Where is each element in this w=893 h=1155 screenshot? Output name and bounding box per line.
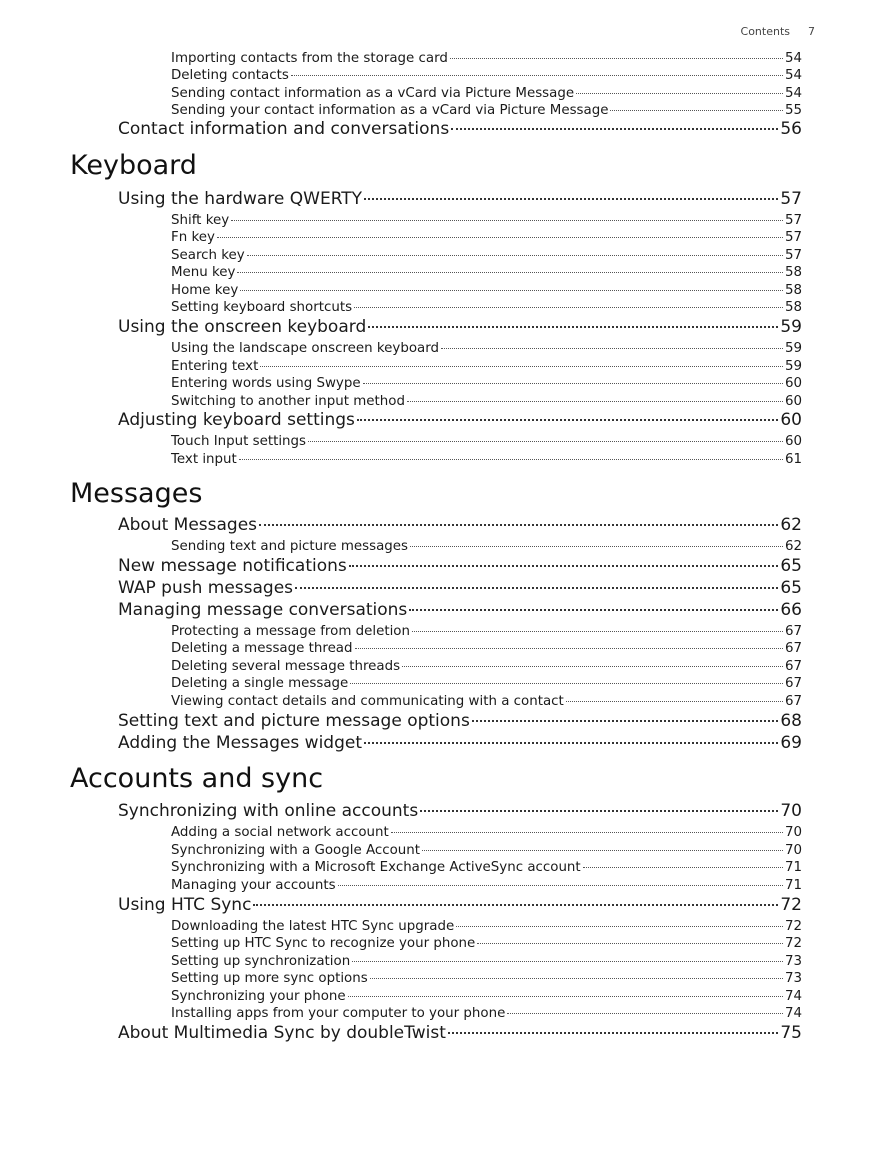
toc-page-number: 70 bbox=[784, 843, 802, 858]
toc-entry-title: New message notifications bbox=[118, 556, 347, 576]
toc-entry-title: Using HTC Sync bbox=[118, 895, 252, 915]
dot-leader bbox=[410, 546, 783, 547]
toc-entry-title: Touch Input settings bbox=[171, 434, 307, 449]
toc-subsection-entry[interactable] bbox=[171, 641, 802, 656]
toc-entry-title: Sending your contact information as a vCard via Picture Message bbox=[171, 103, 609, 118]
toc-page-number: 60 bbox=[780, 410, 802, 430]
toc-entry-title: Using the hardware QWERTY bbox=[118, 189, 363, 209]
toc-subsection-entry[interactable] bbox=[171, 659, 802, 674]
toc-entry-title: Deleting a message thread bbox=[171, 641, 353, 656]
toc-page-number: 54 bbox=[784, 51, 802, 66]
toc-entry-title: Protecting a message from deletion bbox=[171, 624, 410, 639]
toc-subsection-entry[interactable] bbox=[171, 283, 802, 298]
toc-entry-title: Viewing contact details and communicating with a contact bbox=[171, 694, 564, 709]
dot-leader bbox=[420, 810, 778, 812]
toc-page-number: 58 bbox=[784, 283, 802, 298]
toc-section-entry[interactable] bbox=[118, 578, 802, 598]
toc-entry-title: Search key bbox=[171, 248, 245, 263]
toc-section-entry[interactable] bbox=[118, 711, 802, 731]
toc-subsection-entry[interactable] bbox=[171, 103, 802, 118]
toc-subsection-entry[interactable] bbox=[171, 341, 802, 356]
toc-page-number: 54 bbox=[784, 86, 802, 101]
toc-entry-title: Deleting several message threads bbox=[171, 659, 401, 674]
toc-subsection-entry[interactable] bbox=[171, 919, 802, 934]
toc-entry-title: Setting up synchronization bbox=[171, 954, 351, 969]
toc-entry-title: Entering text bbox=[171, 359, 259, 374]
toc-entry-title: Synchronizing your phone bbox=[171, 989, 346, 1004]
toc-page-number: 60 bbox=[784, 376, 802, 391]
dot-leader bbox=[291, 75, 783, 76]
toc-page-number: 67 bbox=[784, 624, 802, 639]
toc-subsection-entry[interactable] bbox=[171, 434, 802, 449]
toc-page-number: 66 bbox=[780, 600, 802, 620]
toc-subsection-entry[interactable] bbox=[171, 1006, 802, 1021]
toc-page-number: 60 bbox=[784, 394, 802, 409]
toc-subsection-entry[interactable] bbox=[171, 376, 802, 391]
toc-subsection-entry[interactable] bbox=[171, 624, 802, 639]
toc-entry-title: Setting up HTC Sync to recognize your phone bbox=[171, 936, 476, 951]
toc-page-number: 59 bbox=[784, 341, 802, 356]
dot-leader bbox=[240, 290, 783, 291]
toc-entry-title: Sending text and picture messages bbox=[171, 539, 409, 554]
dot-leader bbox=[338, 885, 783, 886]
toc-section-entry[interactable] bbox=[118, 801, 802, 821]
toc-subsection-entry[interactable] bbox=[171, 300, 802, 315]
toc-page-number: 72 bbox=[784, 919, 802, 934]
toc-entry-title: Managing message conversations bbox=[118, 600, 408, 620]
toc-entry-title: Entering words using Swype bbox=[171, 376, 361, 391]
toc-page-number: 57 bbox=[784, 248, 802, 263]
toc-section-entry[interactable] bbox=[118, 556, 802, 576]
toc-page-number: 74 bbox=[784, 989, 802, 1004]
toc-page-number: 70 bbox=[784, 825, 802, 840]
dot-leader bbox=[217, 237, 783, 238]
dot-leader bbox=[422, 850, 783, 851]
toc-subsection-entry[interactable] bbox=[171, 86, 802, 101]
toc-page-number: 67 bbox=[784, 676, 802, 691]
toc-section-entry[interactable] bbox=[118, 189, 802, 209]
toc-section-entry[interactable] bbox=[118, 410, 802, 430]
toc-page-number: 67 bbox=[784, 694, 802, 709]
toc-subsection-entry[interactable] bbox=[171, 954, 802, 969]
dot-leader bbox=[391, 832, 783, 833]
dot-leader bbox=[507, 1013, 783, 1014]
dot-leader bbox=[253, 904, 778, 906]
dot-leader bbox=[472, 720, 779, 722]
toc-page-number: 71 bbox=[784, 878, 802, 893]
toc-entry-title: Sending contact information as a vCard via Picture Message bbox=[171, 86, 575, 101]
dot-leader bbox=[308, 441, 783, 442]
toc-entry-title: About Messages bbox=[118, 515, 258, 535]
toc-page-number: 69 bbox=[780, 733, 802, 753]
toc-page-number: 62 bbox=[780, 515, 802, 535]
toc-page-number: 58 bbox=[784, 300, 802, 315]
toc-entry-title: Synchronizing with a Google Account bbox=[171, 843, 421, 858]
dot-leader bbox=[350, 683, 783, 684]
header-page-number: 7 bbox=[808, 25, 815, 38]
toc-entry-title: Fn key bbox=[171, 230, 215, 245]
toc-entry-title: Adding a social network account bbox=[171, 825, 389, 840]
toc-section-entry[interactable] bbox=[118, 1023, 802, 1043]
toc-section-entry[interactable] bbox=[118, 733, 802, 753]
dot-leader bbox=[357, 419, 778, 421]
toc-page-number: 57 bbox=[784, 213, 802, 228]
dot-leader bbox=[260, 366, 783, 367]
dot-leader bbox=[407, 401, 783, 402]
toc-entry-title: About Multimedia Sync by doubleTwist bbox=[118, 1023, 446, 1043]
toc-subsection-entry[interactable] bbox=[171, 843, 802, 858]
toc-page-number: 59 bbox=[780, 317, 802, 337]
toc-page-number: 67 bbox=[784, 659, 802, 674]
dot-leader bbox=[451, 128, 778, 130]
dot-leader bbox=[409, 609, 778, 611]
dot-leader bbox=[441, 348, 783, 349]
toc-subsection-entry[interactable] bbox=[171, 694, 802, 709]
dot-leader bbox=[450, 58, 783, 59]
toc-entry-title: Text input bbox=[171, 452, 237, 467]
toc-entry-title: Managing your accounts bbox=[171, 878, 336, 893]
toc-subsection-entry[interactable] bbox=[171, 452, 802, 467]
toc-entry-title: Menu key bbox=[171, 265, 236, 280]
toc-page-number: 65 bbox=[780, 556, 802, 576]
toc-page-number: 58 bbox=[784, 265, 802, 280]
toc-entry-title: Deleting a single message bbox=[171, 676, 349, 691]
dot-leader bbox=[237, 272, 782, 273]
toc-section-entry[interactable] bbox=[118, 515, 802, 535]
toc-entry-title: Switching to another input method bbox=[171, 394, 405, 409]
toc-entry-title: Setting text and picture message options bbox=[118, 711, 470, 731]
dot-leader bbox=[363, 383, 783, 384]
toc-subsection-entry[interactable] bbox=[171, 989, 802, 1004]
toc-page-number: 65 bbox=[780, 578, 802, 598]
toc-entry-title: Using the landscape onscreen keyboard bbox=[171, 341, 439, 356]
dot-leader bbox=[412, 631, 783, 632]
dot-leader bbox=[583, 867, 783, 868]
dot-leader bbox=[239, 459, 783, 460]
toc-page-number: 72 bbox=[780, 895, 802, 915]
dot-leader bbox=[576, 93, 783, 94]
toc-section-entry[interactable] bbox=[118, 119, 802, 139]
toc-entry-title: Home key bbox=[171, 283, 239, 298]
dot-leader bbox=[448, 1032, 778, 1034]
toc-entry-title: Downloading the latest HTC Sync upgrade bbox=[171, 919, 455, 934]
toc-page-number: 55 bbox=[784, 103, 802, 118]
toc-subsection-entry[interactable] bbox=[171, 825, 802, 840]
chapter-heading: Keyboard bbox=[70, 150, 197, 181]
toc-page-number: 75 bbox=[780, 1023, 802, 1043]
toc-subsection-entry[interactable] bbox=[171, 68, 802, 83]
toc-section-entry[interactable] bbox=[118, 600, 802, 620]
toc-page-number: 74 bbox=[784, 1006, 802, 1021]
toc-page-number: 57 bbox=[784, 230, 802, 245]
toc-page-number: 61 bbox=[784, 452, 802, 467]
toc-subsection-entry[interactable] bbox=[171, 676, 802, 691]
toc-entry-title: Importing contacts from the storage card bbox=[171, 51, 448, 66]
dot-leader bbox=[610, 110, 782, 111]
dot-leader bbox=[295, 587, 778, 589]
toc-subsection-entry[interactable] bbox=[171, 936, 802, 951]
toc-page-number: 57 bbox=[780, 189, 802, 209]
toc-subsection-entry[interactable] bbox=[171, 860, 802, 875]
chapter-heading: Messages bbox=[70, 478, 203, 509]
toc-page-number: 70 bbox=[780, 801, 802, 821]
toc-subsection-entry[interactable] bbox=[171, 971, 802, 986]
toc-page-number: 59 bbox=[784, 359, 802, 374]
dot-leader bbox=[402, 666, 783, 667]
dot-leader bbox=[349, 565, 779, 567]
dot-leader bbox=[231, 220, 783, 221]
toc-subsection-entry[interactable] bbox=[171, 248, 802, 263]
toc-subsection-entry[interactable] bbox=[171, 51, 802, 66]
toc-subsection-entry[interactable] bbox=[171, 878, 802, 893]
dot-leader bbox=[348, 996, 783, 997]
dot-leader bbox=[352, 961, 783, 962]
dot-leader bbox=[566, 701, 783, 702]
chapter-heading: Accounts and sync bbox=[70, 763, 324, 794]
dot-leader bbox=[370, 978, 783, 979]
dot-leader bbox=[259, 524, 778, 526]
toc-subsection-entry[interactable] bbox=[171, 213, 802, 228]
toc-subsection-entry[interactable] bbox=[171, 230, 802, 245]
toc-subsection-entry[interactable] bbox=[171, 539, 802, 554]
toc-entry-title: Deleting contacts bbox=[171, 68, 289, 83]
toc-entry-title: Contact information and conversations bbox=[118, 119, 450, 139]
toc-entry-title: Synchronizing with online accounts bbox=[118, 801, 419, 821]
toc-entry-title: Synchronizing with a Microsoft Exchange ActiveSync account bbox=[171, 860, 581, 875]
toc-entry-title: Setting keyboard shortcuts bbox=[171, 300, 353, 315]
toc-page-number: 72 bbox=[784, 936, 802, 951]
toc-entry-title: Shift key bbox=[171, 213, 230, 228]
toc-page-number: 71 bbox=[784, 860, 802, 875]
toc-page-number: 60 bbox=[784, 434, 802, 449]
toc-entry-title: Setting up more sync options bbox=[171, 971, 368, 986]
page-header bbox=[741, 25, 815, 38]
toc-page-number: 68 bbox=[780, 711, 802, 731]
dot-leader bbox=[355, 648, 783, 649]
dot-leader bbox=[247, 255, 783, 256]
dot-leader bbox=[456, 926, 783, 927]
dot-leader bbox=[364, 198, 778, 200]
toc-section-entry[interactable] bbox=[118, 895, 802, 915]
toc-page-number: 67 bbox=[784, 641, 802, 656]
toc-subsection-entry[interactable] bbox=[171, 359, 802, 374]
dot-leader bbox=[354, 307, 783, 308]
toc-entry-title: WAP push messages bbox=[118, 578, 294, 598]
dot-leader bbox=[364, 742, 778, 744]
header-section-label: Contents bbox=[740, 25, 790, 38]
toc-entry-title: Adding the Messages widget bbox=[118, 733, 363, 753]
toc-entry-title: Using the onscreen keyboard bbox=[118, 317, 367, 337]
toc-page-number: 62 bbox=[784, 539, 802, 554]
toc-entry-title: Adjusting keyboard settings bbox=[118, 410, 355, 430]
toc-page-number: 56 bbox=[780, 119, 802, 139]
toc-page-number: 73 bbox=[784, 971, 802, 986]
toc-subsection-entry[interactable] bbox=[171, 394, 802, 409]
toc-subsection-entry[interactable] bbox=[171, 265, 802, 280]
toc-page-number: 54 bbox=[784, 68, 802, 83]
toc-entry-title: Installing apps from your computer to your phone bbox=[171, 1006, 506, 1021]
toc-page-number: 73 bbox=[784, 954, 802, 969]
toc-section-entry[interactable] bbox=[118, 317, 802, 337]
dot-leader bbox=[368, 326, 778, 328]
dot-leader bbox=[477, 943, 783, 944]
